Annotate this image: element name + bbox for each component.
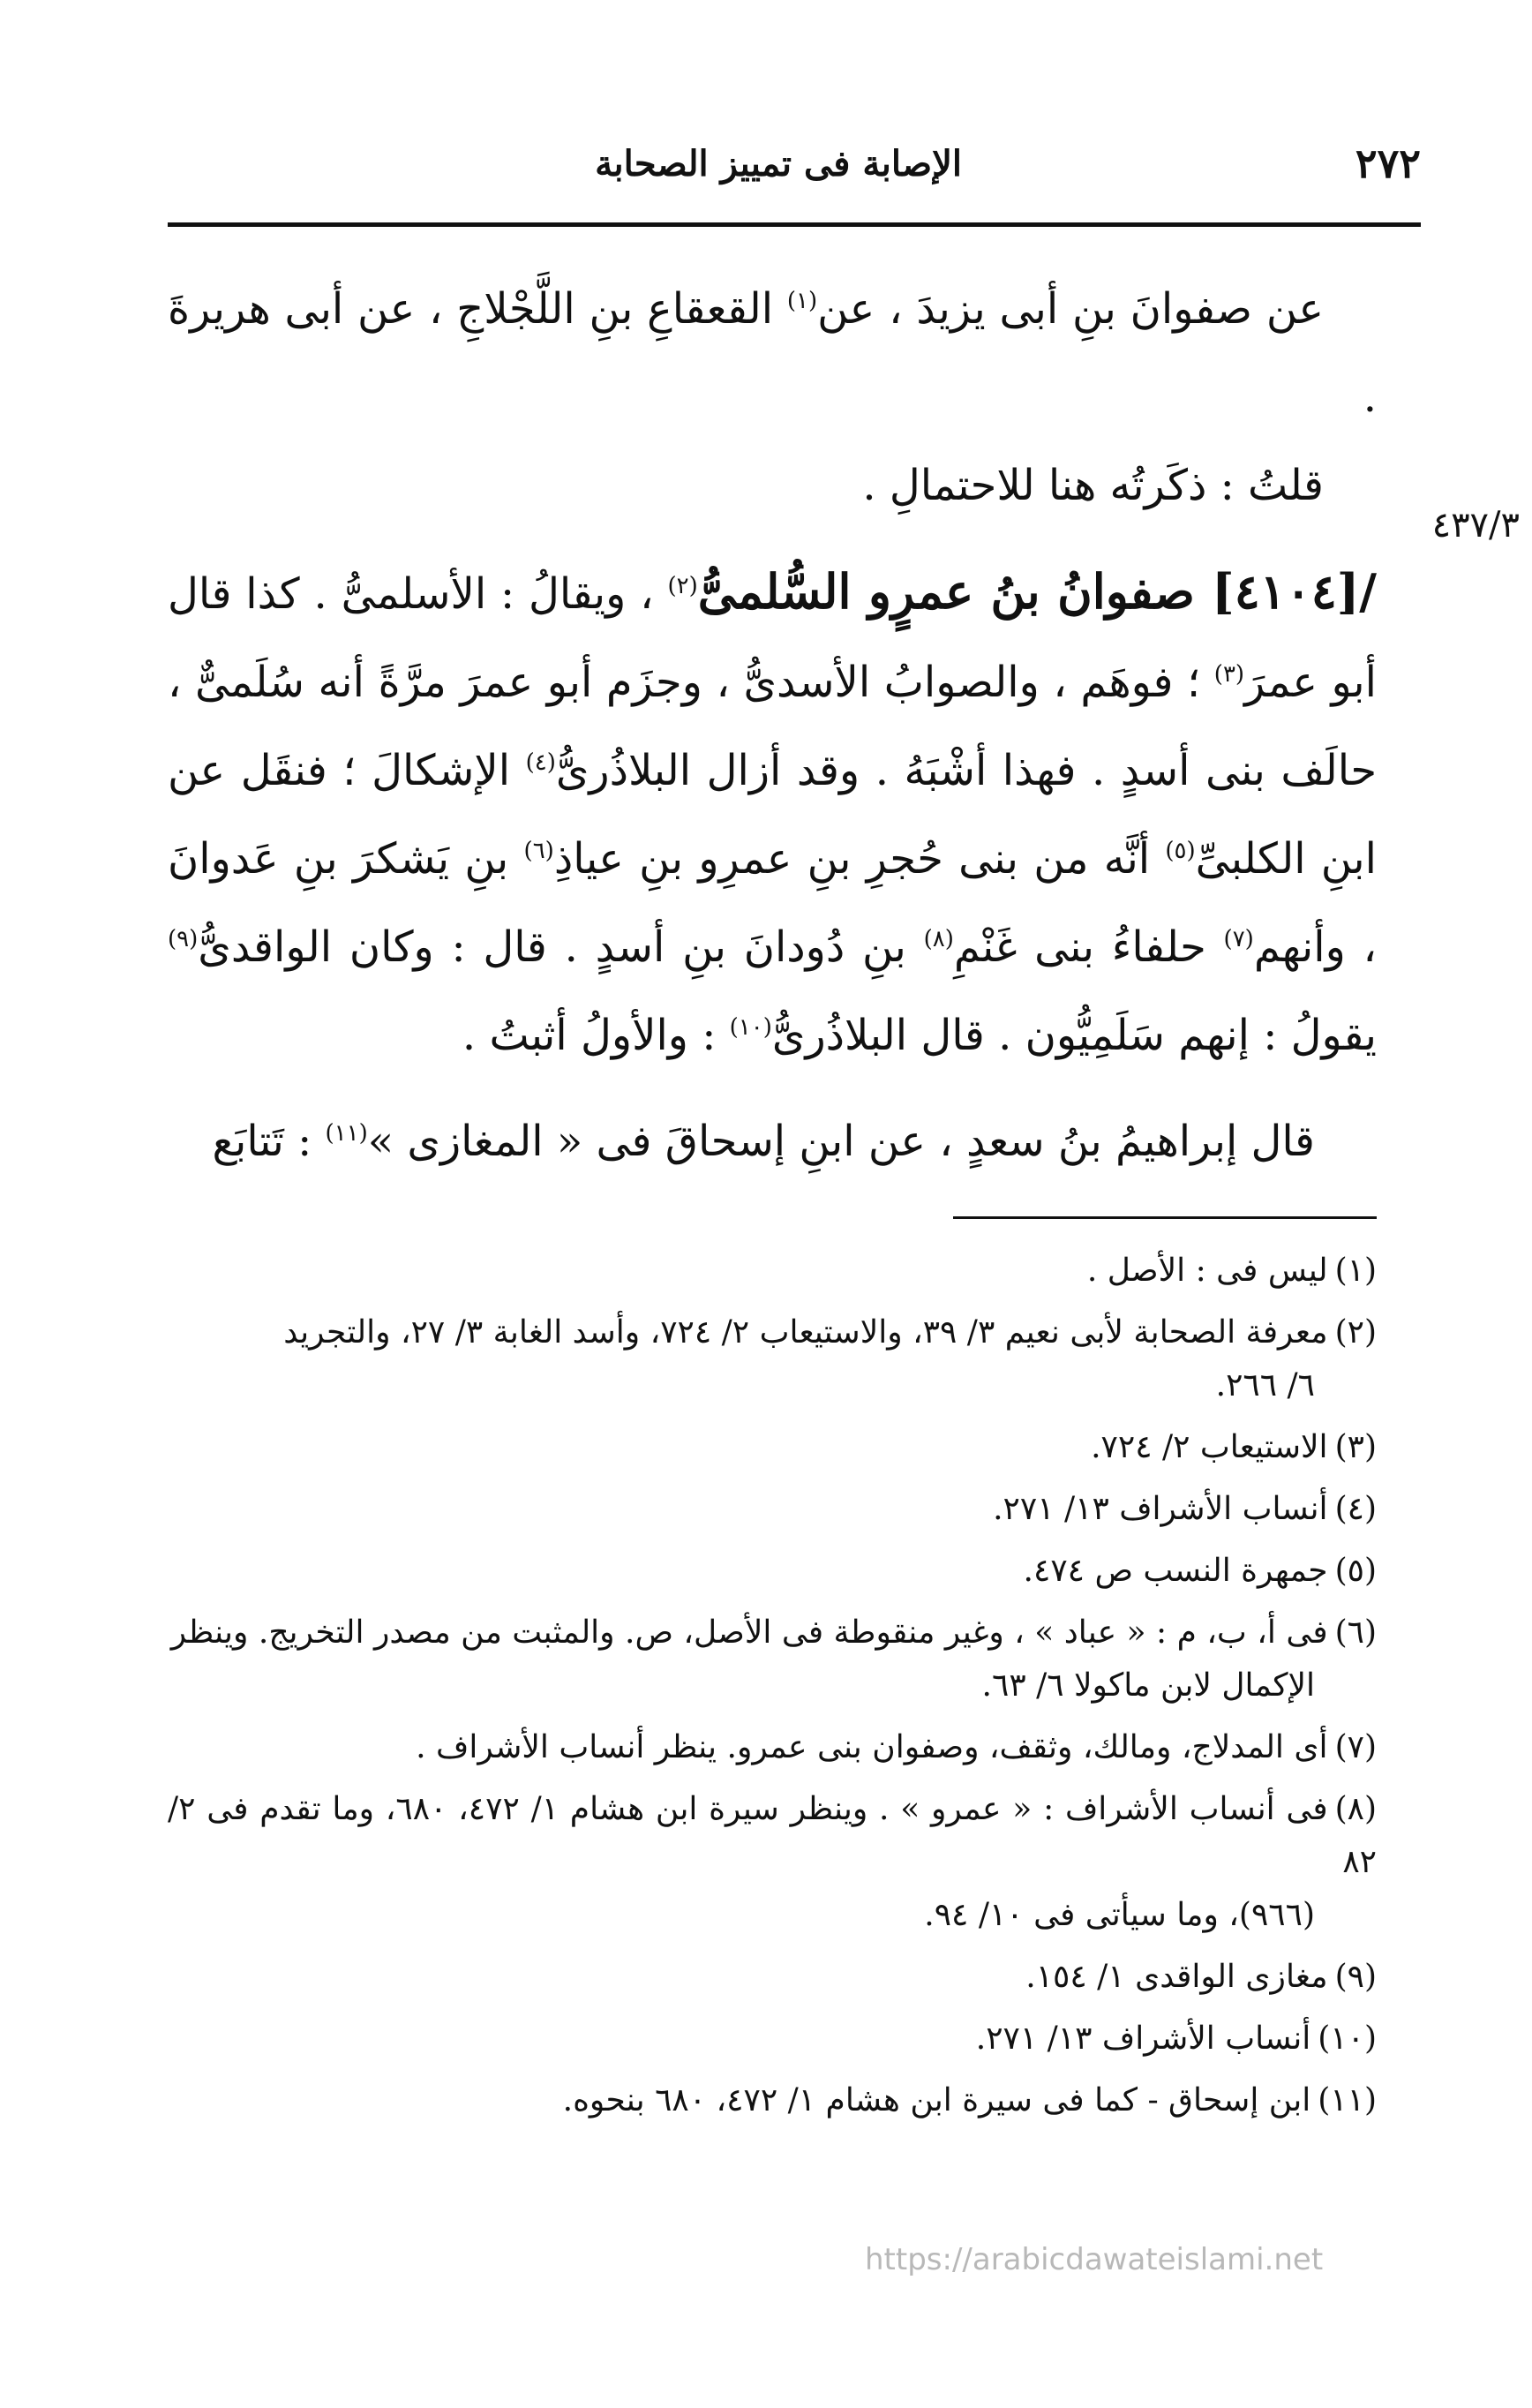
footnote-divider (953, 1216, 1377, 1219)
footnote-number: (٧) (1334, 1729, 1377, 1765)
footnote-marker-9: (٩) (168, 926, 199, 952)
footnote-text: أنساب الأشراف ١٣/ ٢٧١. (993, 1491, 1328, 1527)
text-span: : تَتابَع (212, 1117, 326, 1166)
page-number: ٢٧٢ (1355, 139, 1421, 187)
footnote-number: (٥) (1334, 1553, 1377, 1589)
page-header (168, 132, 1421, 203)
footnote-item (168, 1245, 1377, 1298)
footnote-item (168, 1483, 1377, 1536)
margin-reference: ٤٣٧/٣ (1431, 505, 1520, 546)
footnote-number: (٢) (1334, 1314, 1377, 1351)
text-span: القعقاعِ بنِ اللَّجْلاجِ ، عن أبى هريرةَ . (168, 284, 1377, 422)
text-span: ، ويقالُ : الأسلمىُّ . كذا قال أبو عمرَ (168, 569, 1377, 707)
footnote-item (168, 1421, 1377, 1474)
footnote-continuation: الإكمال لابن ماكولا ٦/ ٦٣. (981, 1667, 1315, 1704)
footnote-text: ليس فى : الأصل . (1086, 1253, 1328, 1289)
footnote-marker-10: (١٠) (729, 1014, 772, 1041)
footnote-item (168, 1951, 1377, 2004)
text-span: عن صفوانَ بنِ أبى يزيدَ ، عن (817, 284, 1324, 334)
watermark-url: https://arabicdawateislami.net (865, 2242, 1324, 2277)
header-divider (168, 222, 1421, 227)
footnote-marker-6: (٦) (523, 838, 554, 864)
footnote-item (168, 1306, 1377, 1412)
footnote-continuation: ٦/ ٢٦٦. (1215, 1367, 1315, 1403)
footnote-item (168, 2074, 1377, 2127)
entry-paragraph (168, 547, 1377, 1080)
footnote-marker-3: (٣) (1213, 661, 1245, 688)
running-title: الإصابة فى تمييز الصحابة (595, 143, 962, 184)
text-span: ؛ فوهَم ، والصوابُ الأسدىُّ ، وجزَم أبو عمرَ مرَّةً أنه سُلَمىٌّ ، حالَف بنى أسدٍ . فهذا أشْبَهُ . وقد أزال البلاذُرىُّ (168, 658, 1378, 795)
paragraph-4 (168, 1097, 1377, 1185)
footnote-marker-7: (٧) (1223, 926, 1254, 952)
footnote-number: (٣) (1334, 1429, 1377, 1465)
footnote-number: (١٠) (1318, 2020, 1377, 2057)
paragraph-2: قلتُ : ذكَرتُه هنا للاحتمالِ . (862, 461, 1324, 510)
text-span: حلفاءُ بنى غَنْمِ (953, 922, 1224, 972)
footnote-number: (٦) (1334, 1614, 1377, 1651)
footnote-text: ابن إسحاق - كما فى سيرة ابن هشام ١/ ٤٧٢، ٦٨٠ بنحوه. (562, 2082, 1311, 2118)
footnote-text: جمهرة النسب ص ٤٧٤. (1023, 1553, 1328, 1589)
footnote-text: أى المدلاج، ومالك، وثقف، وصفوان بنى عمرو. ينظر أنساب الأشراف . (416, 1729, 1328, 1765)
footnote-text: أنساب الأشراف ١٣/ ٢٧١. (975, 2020, 1311, 2057)
text-span: أنَّه من بنى حُجرِ بنِ عمرِو بنِ عياذِ (553, 834, 1166, 884)
footnote-continuation: (٩٦٦)، وما سيأتى فى ١٠/ ٩٤. (924, 1897, 1315, 1933)
footnote-text: فى أنساب الأشراف : « عمرو » . وينظر سيرة ابن هشام ١/ ٤٧٢، ٦٨٠، وما تقدم فى ٢/ ٨٢ (168, 1791, 1377, 1880)
footnote-text: مغازى الواقدى ١/ ١٥٤. (1025, 1959, 1328, 1995)
footnote-item (168, 1545, 1377, 1598)
entry-heading: /[٤١٠٤] صفوانُ بنُ عمرٍو السُّلمىُّ (697, 563, 1378, 620)
footnote-text: فى أ، ب، م : « عباد » ، وغير منقوطة فى الأصل، ص. والمثبت من مصدر التخريج. وينظر (170, 1614, 1328, 1651)
text-span: يقولُ : إنهم سَلَمِيُّون . قال البلاذُرىُّ (771, 1011, 1377, 1060)
text-span: الإشكالَ ؛ فنقَل عن ابنِ الكلبىِّ (168, 746, 1377, 884)
footnote-marker-5: (٥) (1165, 838, 1196, 864)
paragraph-1 (168, 265, 1377, 441)
footnote-number: (١) (1334, 1253, 1377, 1289)
main-text (168, 265, 1377, 1185)
footnotes-section (168, 1245, 1377, 2136)
footnote-text: الاستيعاب ٢/ ٧٢٤. (1091, 1429, 1328, 1465)
footnote-marker-1: (١) (786, 288, 818, 314)
text-span: بنِ دُودانَ بنِ أسدٍ . قال : وكان الواقدىُّ (198, 922, 924, 972)
text-span: : والأولُ أثبتُ . (462, 1011, 730, 1060)
footnote-marker-4: (٤) (525, 749, 556, 776)
footnote-marker-8: (٨) (923, 926, 954, 952)
footnote-number: (٩) (1334, 1959, 1377, 1995)
footnote-marker-2: (٢) (667, 573, 698, 599)
footnote-number: (٤) (1334, 1491, 1377, 1527)
footnote-number: (١١) (1318, 2082, 1377, 2118)
footnote-item (168, 1721, 1377, 1774)
footnote-item (168, 1783, 1377, 1942)
footnote-number: (٨) (1334, 1791, 1377, 1827)
footnote-item (168, 1607, 1377, 1712)
footnote-text: معرفة الصحابة لأبى نعيم ٣/ ٣٩، والاستيعاب ٢/ ٧٢٤، وأسد الغابة ٣/ ٢٧، والتجريد (283, 1314, 1328, 1351)
footnote-item (168, 2013, 1377, 2066)
text-span: بنِ يَشكرَ بنِ عَدوانَ ، وأنهم (168, 834, 1378, 972)
footnote-marker-11: (١١) (325, 1120, 368, 1147)
text-span: قال إبراهيمُ بنُ سعدٍ ، عن ابنِ إسحاقَ فى « المغازى » (367, 1117, 1315, 1166)
